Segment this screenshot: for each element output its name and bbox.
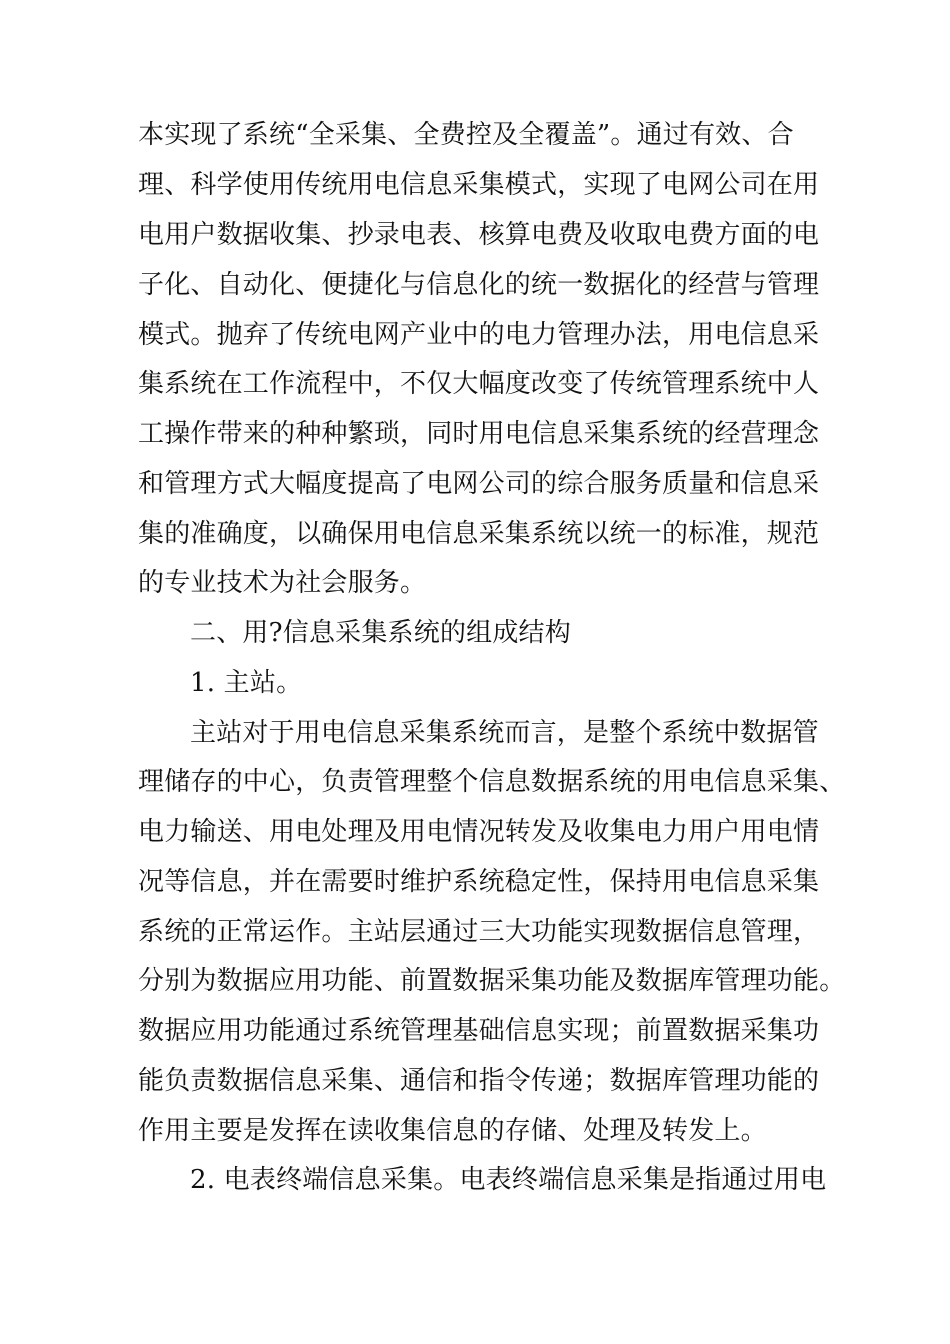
paragraph-2-line-9: 作用主要是发挥在读收集信息的存储、处理及转发上。 — [138, 1116, 767, 1146]
paragraph-2-line-6: 分别为数据应用功能、前置数据采集功能及数据库管理功能。 — [138, 966, 846, 996]
paragraph-1-line-7: 工操作带来的种种繁琐，同时用电信息采集系统的经营理念 — [138, 419, 820, 449]
paragraph-2-line-2: 理储存的中心，负责管理整个信息数据系统的用电信息采集、 — [138, 767, 846, 797]
paragraph-2-line-8: 能负责数据信息采集、通信和指令传递；数据库管理功能的 — [138, 1066, 820, 1096]
paragraph-1-line-4: 子化、自动化、便捷化与信息化的统一数据化的经营与管理 — [138, 270, 820, 300]
paragraph-1-line-2: 理、科学使用传统用电信息采集模式，实现了电网公司在用 — [138, 170, 820, 200]
paragraph-3-line-1: 2. 电表终端信息采集。电表终端信息采集是指通过用电 — [190, 1165, 827, 1195]
paragraph-2-line-4: 况等信息，并在需要时维护系统稳定性，保持用电信息采集 — [138, 867, 820, 897]
paragraph-1-line-3: 电用户数据收集、抄录电表、核算电费及收取电费方面的电 — [138, 220, 820, 250]
paragraph-1-line-9: 集的准确度，以确保用电信息采集系统以统一的标准，规范 — [138, 519, 820, 549]
paragraph-1-line-8: 和管理方式大幅度提高了电网公司的综合服务质量和信息采 — [138, 469, 820, 499]
paragraph-1-line-10: 的专业技术为社会服务。 — [138, 568, 427, 598]
paragraph-2-line-7: 数据应用功能通过系统管理基础信息实现；前置数据采集功 — [138, 1016, 820, 1046]
paragraph-1-line-1: 本实现了系统“全采集、全费控及全覆盖”。通过有效、合 — [138, 120, 794, 150]
paragraph-1-line-5: 模式。抛弃了传统电网产业中的电力管理办法，用电信息采 — [138, 320, 820, 350]
section-heading: 二、用?信息采集系统的组成结构 — [190, 618, 571, 648]
paragraph-2-line-1: 主站对于用电信息采集系统而言，是整个系统中数据管 — [190, 718, 819, 748]
paragraph-2-line-5: 系统的正常运作。主站层通过三大功能实现数据信息管理， — [138, 917, 820, 947]
subheading-main-station: 1. 主站。 — [190, 668, 303, 698]
paragraph-1-line-6: 集系统在工作流程中，不仅大幅度改变了传统管理系统中人 — [138, 369, 820, 399]
paragraph-2-line-3: 电力输送、用电处理及用电情况转发及收集电力用户用电情 — [138, 817, 820, 847]
